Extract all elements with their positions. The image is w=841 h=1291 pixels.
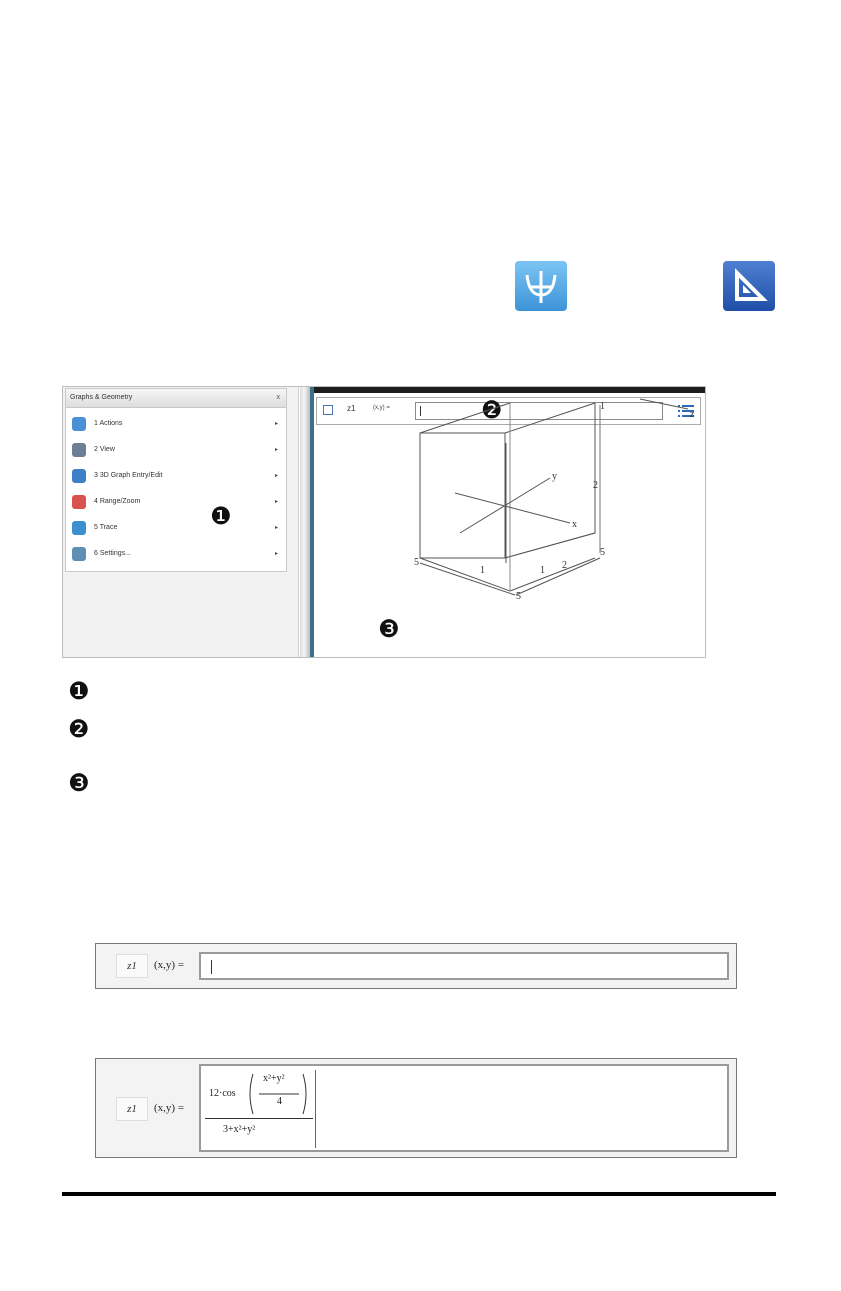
tick-label: 1 xyxy=(600,401,605,412)
function-name: z1 xyxy=(116,1097,148,1121)
box-bottom-edge xyxy=(420,558,510,591)
menu-item[interactable] xyxy=(66,437,286,463)
function-lhs: (x,y) = xyxy=(154,959,185,971)
denominator: 3+x²+y² xyxy=(223,1124,256,1135)
menu-header xyxy=(66,389,286,408)
x-axis-label: x xyxy=(572,519,577,530)
text-caret xyxy=(211,960,212,974)
app-screenshot xyxy=(62,386,706,658)
legend-marker-2: ❷ xyxy=(68,715,90,743)
graphs-app-icon xyxy=(515,261,567,311)
entry-bar-empty xyxy=(95,943,737,989)
y-axis-label: y xyxy=(552,471,557,482)
menu-item-icon xyxy=(72,547,86,561)
numerator-coeff: 12·cos xyxy=(209,1088,236,1099)
function-input[interactable] xyxy=(415,402,663,420)
callout-1: ❶ xyxy=(210,502,232,530)
geometry-app-icon xyxy=(723,261,775,311)
menu-item-icon xyxy=(72,469,86,483)
legend-marker-3: ❸ xyxy=(68,769,90,797)
text-caret xyxy=(315,1070,316,1148)
fraction-bar xyxy=(205,1118,313,1119)
menu-item-label: 5 Trace xyxy=(94,524,118,531)
function-lhs: (x,y) = xyxy=(154,1102,185,1114)
menu-item-label: 6 Settings... xyxy=(94,550,131,557)
menu-item-label: 4 Range/Zoom xyxy=(94,498,141,505)
entry-line xyxy=(316,397,701,425)
function-name: z1 xyxy=(347,404,356,413)
tick-label: 1 xyxy=(540,565,545,576)
tick-label: 5 xyxy=(414,557,419,568)
box-front-face xyxy=(420,433,505,558)
inner-denominator: 4 xyxy=(277,1096,282,1107)
menu-item-icon xyxy=(72,495,86,509)
menu-item-icon xyxy=(72,417,86,431)
z-axis-label: z xyxy=(690,409,695,420)
function-name: z1 xyxy=(116,954,148,978)
menu-item[interactable] xyxy=(66,541,286,567)
tick-label: 1 xyxy=(480,565,485,576)
menu-item[interactable] xyxy=(66,411,286,437)
work-area-top-border xyxy=(310,387,705,393)
callout-3: ❸ xyxy=(378,615,400,643)
tick-label: 5 xyxy=(516,591,521,602)
footer-rule xyxy=(62,1192,776,1196)
submenu-arrow-icon: ▸ xyxy=(274,525,278,531)
x-axis xyxy=(455,493,570,523)
entry-bar-filled xyxy=(95,1058,737,1158)
plot-checkbox[interactable] xyxy=(323,405,333,415)
menu-close-icon[interactable]: x xyxy=(276,394,280,401)
menu-pane xyxy=(63,387,299,657)
submenu-arrow-icon: ▸ xyxy=(274,551,278,557)
tick-label: 2 xyxy=(562,560,567,571)
submenu-arrow-icon: ▸ xyxy=(274,473,278,479)
callout-2: ❷ xyxy=(481,396,503,424)
pane-splitter[interactable] xyxy=(300,387,310,657)
function-lhs: (x,y) = xyxy=(373,405,390,411)
menu-item-icon xyxy=(72,521,86,535)
function-input[interactable] xyxy=(199,1064,729,1152)
menu-item-label: 3 3D Graph Entry/Edit xyxy=(94,472,163,479)
menu-item-label: 1 Actions xyxy=(94,420,123,427)
menu-item[interactable] xyxy=(66,463,286,489)
tick-label: 2 xyxy=(593,480,598,491)
menu-item-icon xyxy=(72,443,86,457)
submenu-arrow-icon: ▸ xyxy=(274,447,278,453)
function-input[interactable] xyxy=(199,952,729,980)
box-right-face xyxy=(505,403,595,558)
work-area[interactable] xyxy=(310,387,705,657)
tick-label: 5 xyxy=(600,547,605,558)
text-caret xyxy=(420,406,421,416)
submenu-arrow-icon: ▸ xyxy=(274,421,278,427)
inner-numerator: x²+y² xyxy=(263,1073,285,1084)
menu-item[interactable] xyxy=(66,515,286,541)
menu-item-label: 2 View xyxy=(94,446,115,453)
menu-item[interactable] xyxy=(66,489,286,515)
legend-marker-1: ❶ xyxy=(68,677,90,705)
submenu-arrow-icon: ▸ xyxy=(274,499,278,505)
menu-title: Graphs & Geometry xyxy=(70,394,133,401)
context-menu xyxy=(65,388,287,572)
